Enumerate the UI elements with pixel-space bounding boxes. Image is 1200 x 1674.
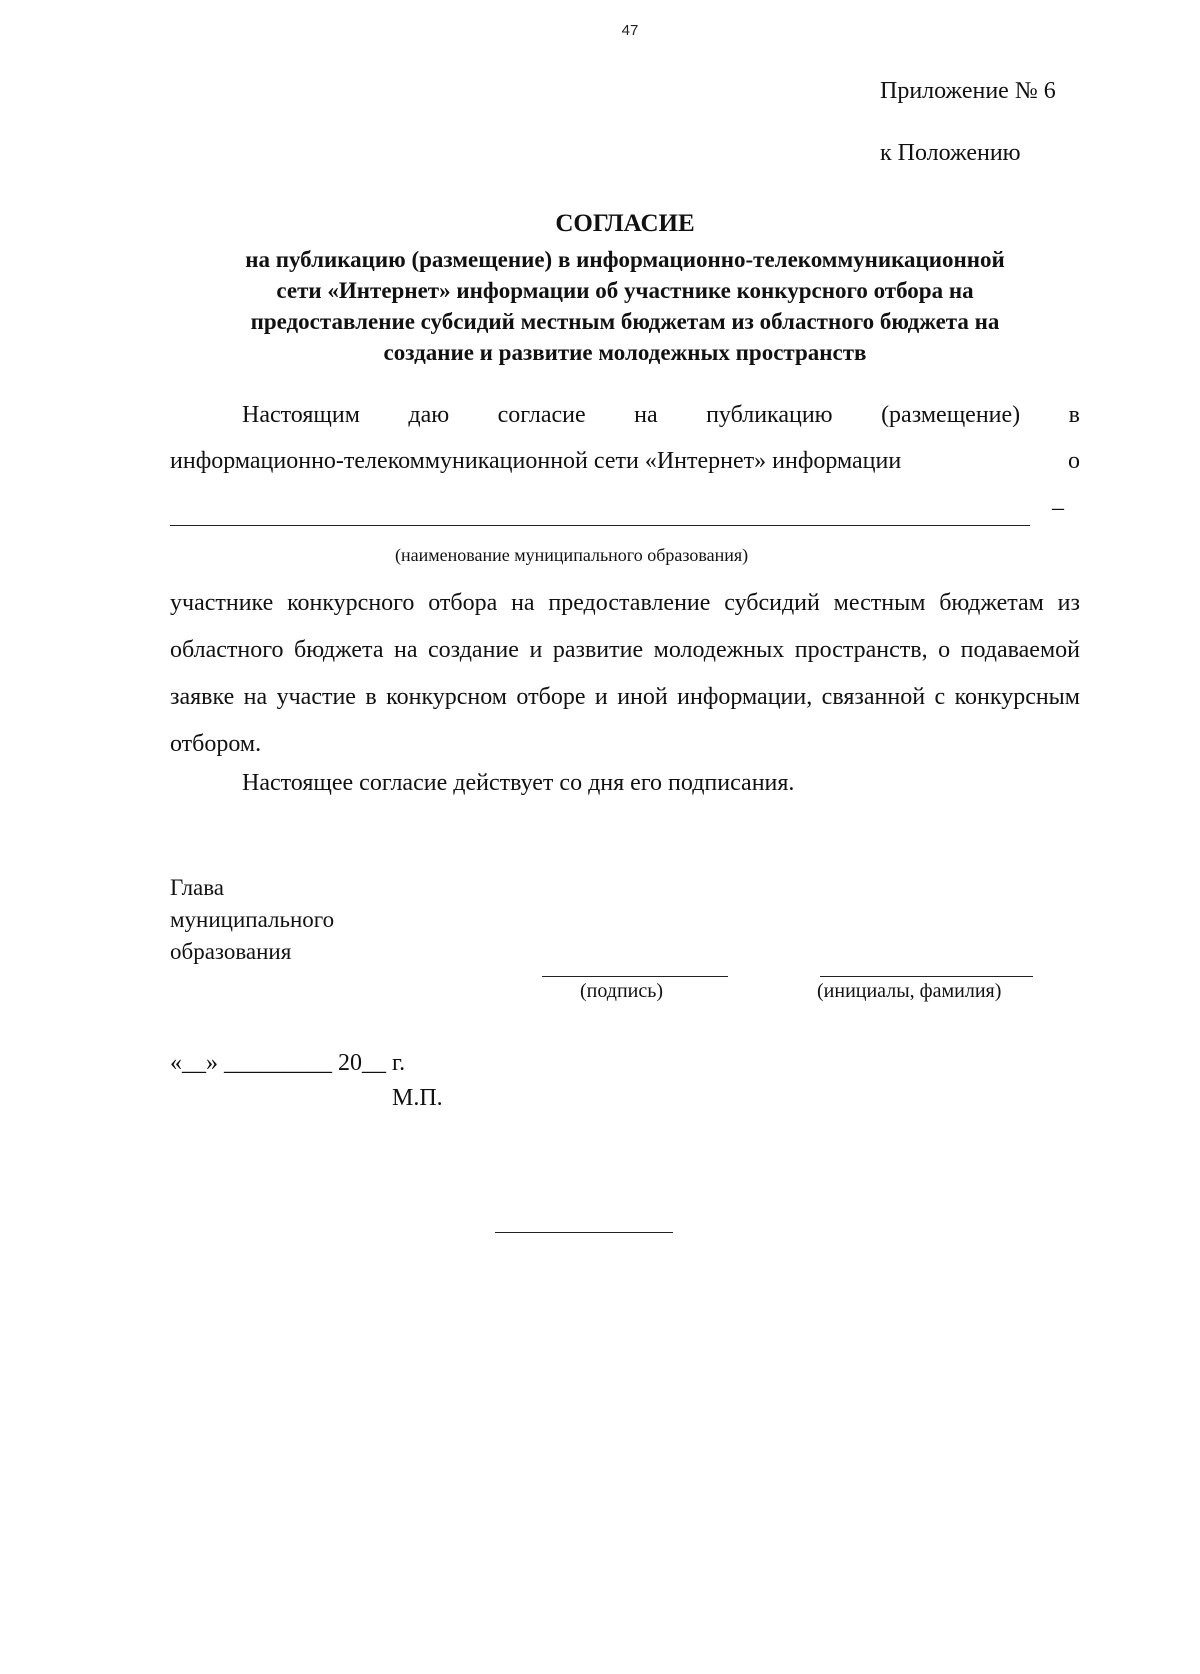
document-title: СОГЛАСИЕ [555,210,695,237]
word: (размещение) [881,402,1021,428]
stamp-placeholder: М.П. [392,1085,443,1111]
name-caption: (инициалы, фамилия) [817,980,1002,1002]
municipality-blank-line[interactable] [170,525,1030,526]
end-divider [495,1232,673,1233]
appendix-label: Приложение № 6 [880,78,1056,104]
subtitle-line: создание и развитие молодежных пространств [383,340,867,365]
document-subtitle [165,244,1085,368]
role-line: Глава [170,875,225,900]
line-text-end: о [1068,448,1080,474]
name-blank-line[interactable] [820,976,1033,977]
signature-blank-line[interactable] [542,976,728,977]
appendix-reference: к Положению [880,140,1021,166]
role-line: муниципального [170,907,335,932]
signatory-role [170,872,334,968]
word: в [1068,402,1080,428]
page-number: 47 [621,22,639,39]
role-line: образования [170,939,292,964]
consent-paragraph-body: участнике конкурсного отбора на предоставление субсидий местным бюджетам из областного бюджета на создание и развитие молодежных пространств, о подаваемой заявке на участие в конкурсном отборе и иной информации, связанной с конкурсным отбором. [170,590,1080,757]
consent-paragraph-line-1 [170,402,1080,429]
consent-paragraph-line-2 [170,448,1080,475]
dash: – [1052,495,1064,521]
word: публикацию [706,402,833,428]
municipality-hint: (наименование муниципального образования) [395,545,749,565]
word: Настоящим [242,402,360,428]
subtitle-line: на публикацию (размещение) в информационно-телекоммуникационной [245,247,1005,272]
subtitle-line: сети «Интернет» информации об участнике конкурсного отбора на [276,278,974,303]
signature-caption: (подпись) [580,980,664,1002]
date-field[interactable]: «__» _________ 20__ г. [170,1050,406,1076]
word: даю [408,402,450,428]
subtitle-line: предоставление субсидий местным бюджетам из областного бюджета на [250,309,1000,334]
line-text: информационно-телекоммуникационной сети «Интернет» информации [170,448,902,474]
validity-paragraph: Настоящее согласие действует со дня его подписания. [242,770,795,796]
word: согласие [497,402,586,428]
word: на [634,402,658,428]
